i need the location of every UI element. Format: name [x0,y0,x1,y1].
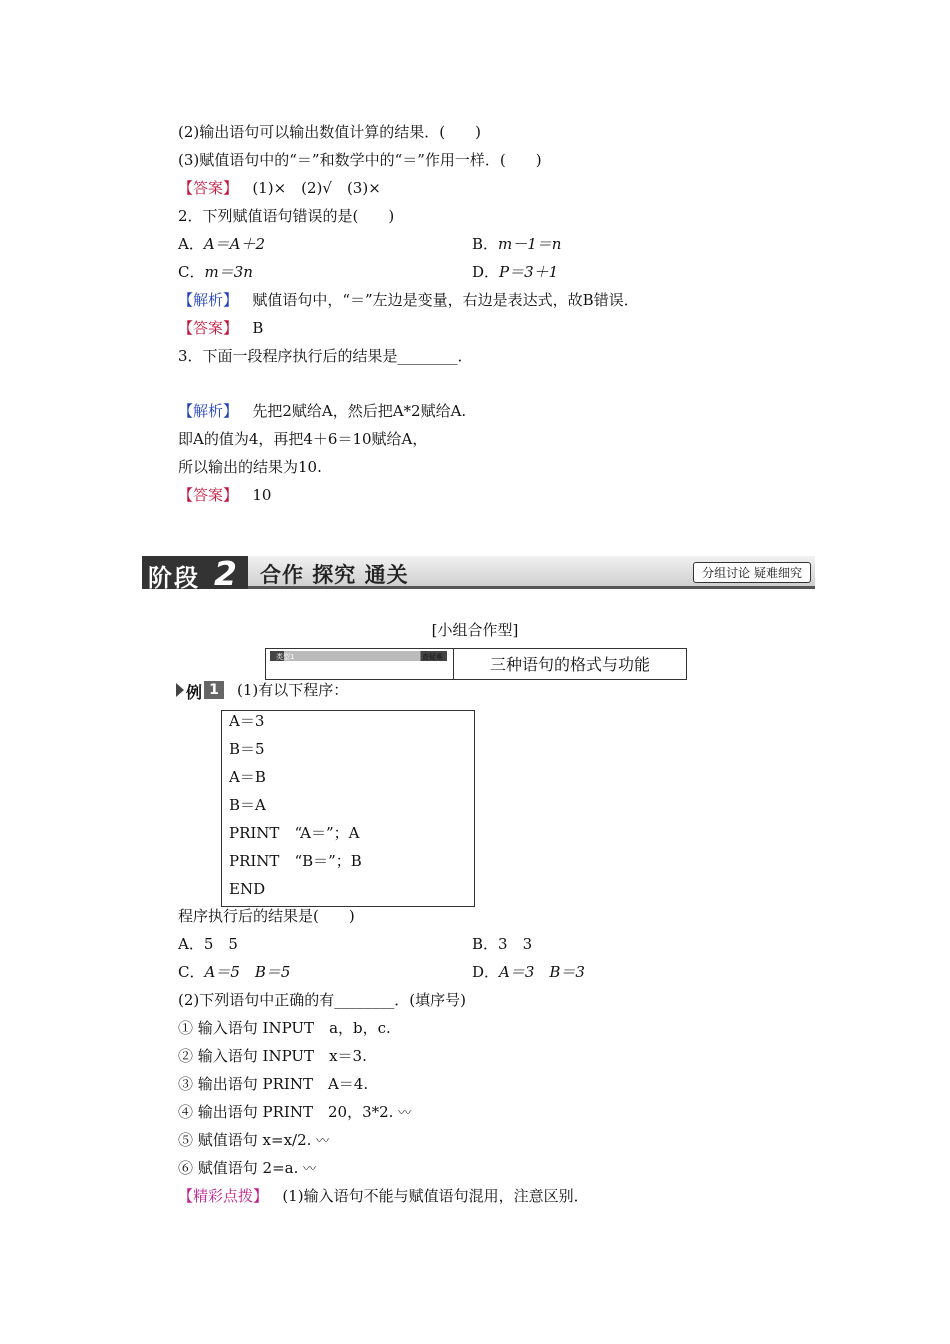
answer-text: (1)× (2)√ (3)× [252,179,381,197]
q2-option-d [472,262,558,282]
group-title: [小组合作型] [431,621,519,639]
q1-item-3: (3)赋值语句中的“＝”和数学中的“＝”作用一样．( ) [178,151,542,169]
q3-analysis-3: 所以输出的结果为10. [178,458,322,476]
statement-text: ⑤ 赋值语句 x=x/2. [178,1131,312,1149]
option-prefix: A． [178,235,204,253]
statement-item: ③ 输出语句 PRINT A＝4. [178,1075,369,1093]
example-word: 例 [186,683,203,702]
statement-text: ④ 输出语句 PRINT 20，3*2. [178,1103,394,1121]
example-option-b [472,934,532,954]
tip-text: (1)输入语句不能与赋值语句混用，注意区别． [282,1187,589,1205]
example-stem-1: (1)有以下程序： [237,681,349,699]
answer-label: 【答案】 [178,179,239,197]
example-stem-2: (2)下列语句中正确的有________．(填序号) [178,991,466,1009]
analysis-label: 【解析】 [178,291,239,309]
statement-item: ① 输入语句 INPUT a，b，c. [178,1019,391,1037]
q2-option-c [178,262,253,282]
q2-stem: 2．下列赋值语句错误的是( ) [178,207,395,225]
squiggle-icon: 〰 [303,1162,317,1177]
example-option-c [178,962,290,982]
example-stem-after: 程序执行后的结果是( ) [178,907,355,925]
type-strip-tag: 查疑难 [422,653,443,661]
option-text: m＝3n [204,263,253,281]
squiggle-icon: 〰 [316,1134,330,1149]
q3-analysis [178,401,466,421]
option-prefix: B． [472,235,499,253]
arrow-icon [176,683,184,697]
program-box [221,710,475,907]
option-prefix: A． [178,935,204,953]
q2-option-a [178,234,265,254]
analysis-text: 先把2赋给A，然后把A*2赋给A. [252,402,467,420]
stage-number: 2 [214,554,237,593]
answer-text: B [252,319,264,337]
tip-line [178,1186,589,1206]
option-prefix: C． [178,263,205,281]
program-line: B＝A [229,796,266,814]
option-text: A＝A＋2 [203,235,266,253]
type-label-cell [266,649,454,679]
answer-label: 【答案】 [178,319,239,337]
q2-analysis [178,290,639,310]
q3-stem: 3．下面一段程序执行后的结果是________． [178,347,473,365]
type-strip [270,651,447,661]
q3-analysis-2: 即A的值为4，再把4＋6＝10赋给A， [178,430,428,448]
type-strip-label: 类型1 [276,653,295,661]
squiggle-icon: 〰 [398,1106,412,1121]
program-line: B＝5 [229,740,265,758]
program-line: END [229,880,266,898]
banner-tag: 分组讨论 疑难细究 [693,562,811,583]
q1-answer [178,178,381,198]
statement-text: ⑥ 赋值语句 2=a. [178,1159,299,1177]
analysis-label: 【解析】 [178,402,239,420]
q3-answer [178,485,271,505]
answer-label: 【答案】 [178,486,239,504]
program-line: A＝3 [229,712,265,730]
option-text: P＝3＋1 [499,263,559,281]
example-number: 1 [204,681,224,699]
program-line: PRINT “B＝”；B [229,852,362,870]
q2-answer [178,318,263,338]
type-heading-box [265,648,687,680]
option-prefix: D． [472,263,500,281]
type-title: 三种语句的格式与功能 [489,655,650,674]
option-text: 3 3 [498,935,533,953]
banner-title: 合作 探究 通关 [260,563,409,587]
stage-label: 阶段 [148,564,200,592]
program-line: A＝B [229,768,266,786]
program-line: PRINT “A＝”；A [229,824,360,842]
q2-option-b [472,234,561,254]
statement-item [178,1158,316,1180]
statement-item [178,1102,411,1124]
option-prefix: B． [472,935,499,953]
tip-label: 【精彩点拨】 [178,1187,269,1205]
q1-item-2: (2)输出语句可以输出数值计算的结果．( ) [178,123,481,141]
option-prefix: C． [178,963,205,981]
example-option-d [472,962,585,982]
statement-item [178,1130,329,1152]
stage-banner [142,554,815,593]
option-text: 5 5 [203,935,238,953]
analysis-text: 赋值语句中，“＝”左边是变量，右边是表达式，故B错误． [252,291,639,309]
option-prefix: D． [472,963,500,981]
statement-item: ② 输入语句 INPUT x＝3. [178,1047,367,1065]
option-text: A＝5 B＝5 [204,963,291,981]
option-text: m－1＝n [498,235,562,253]
example-option-a [178,934,238,954]
stage-label-box [142,554,248,593]
option-text: A＝3 B＝3 [499,963,585,981]
answer-text: 10 [252,486,272,504]
